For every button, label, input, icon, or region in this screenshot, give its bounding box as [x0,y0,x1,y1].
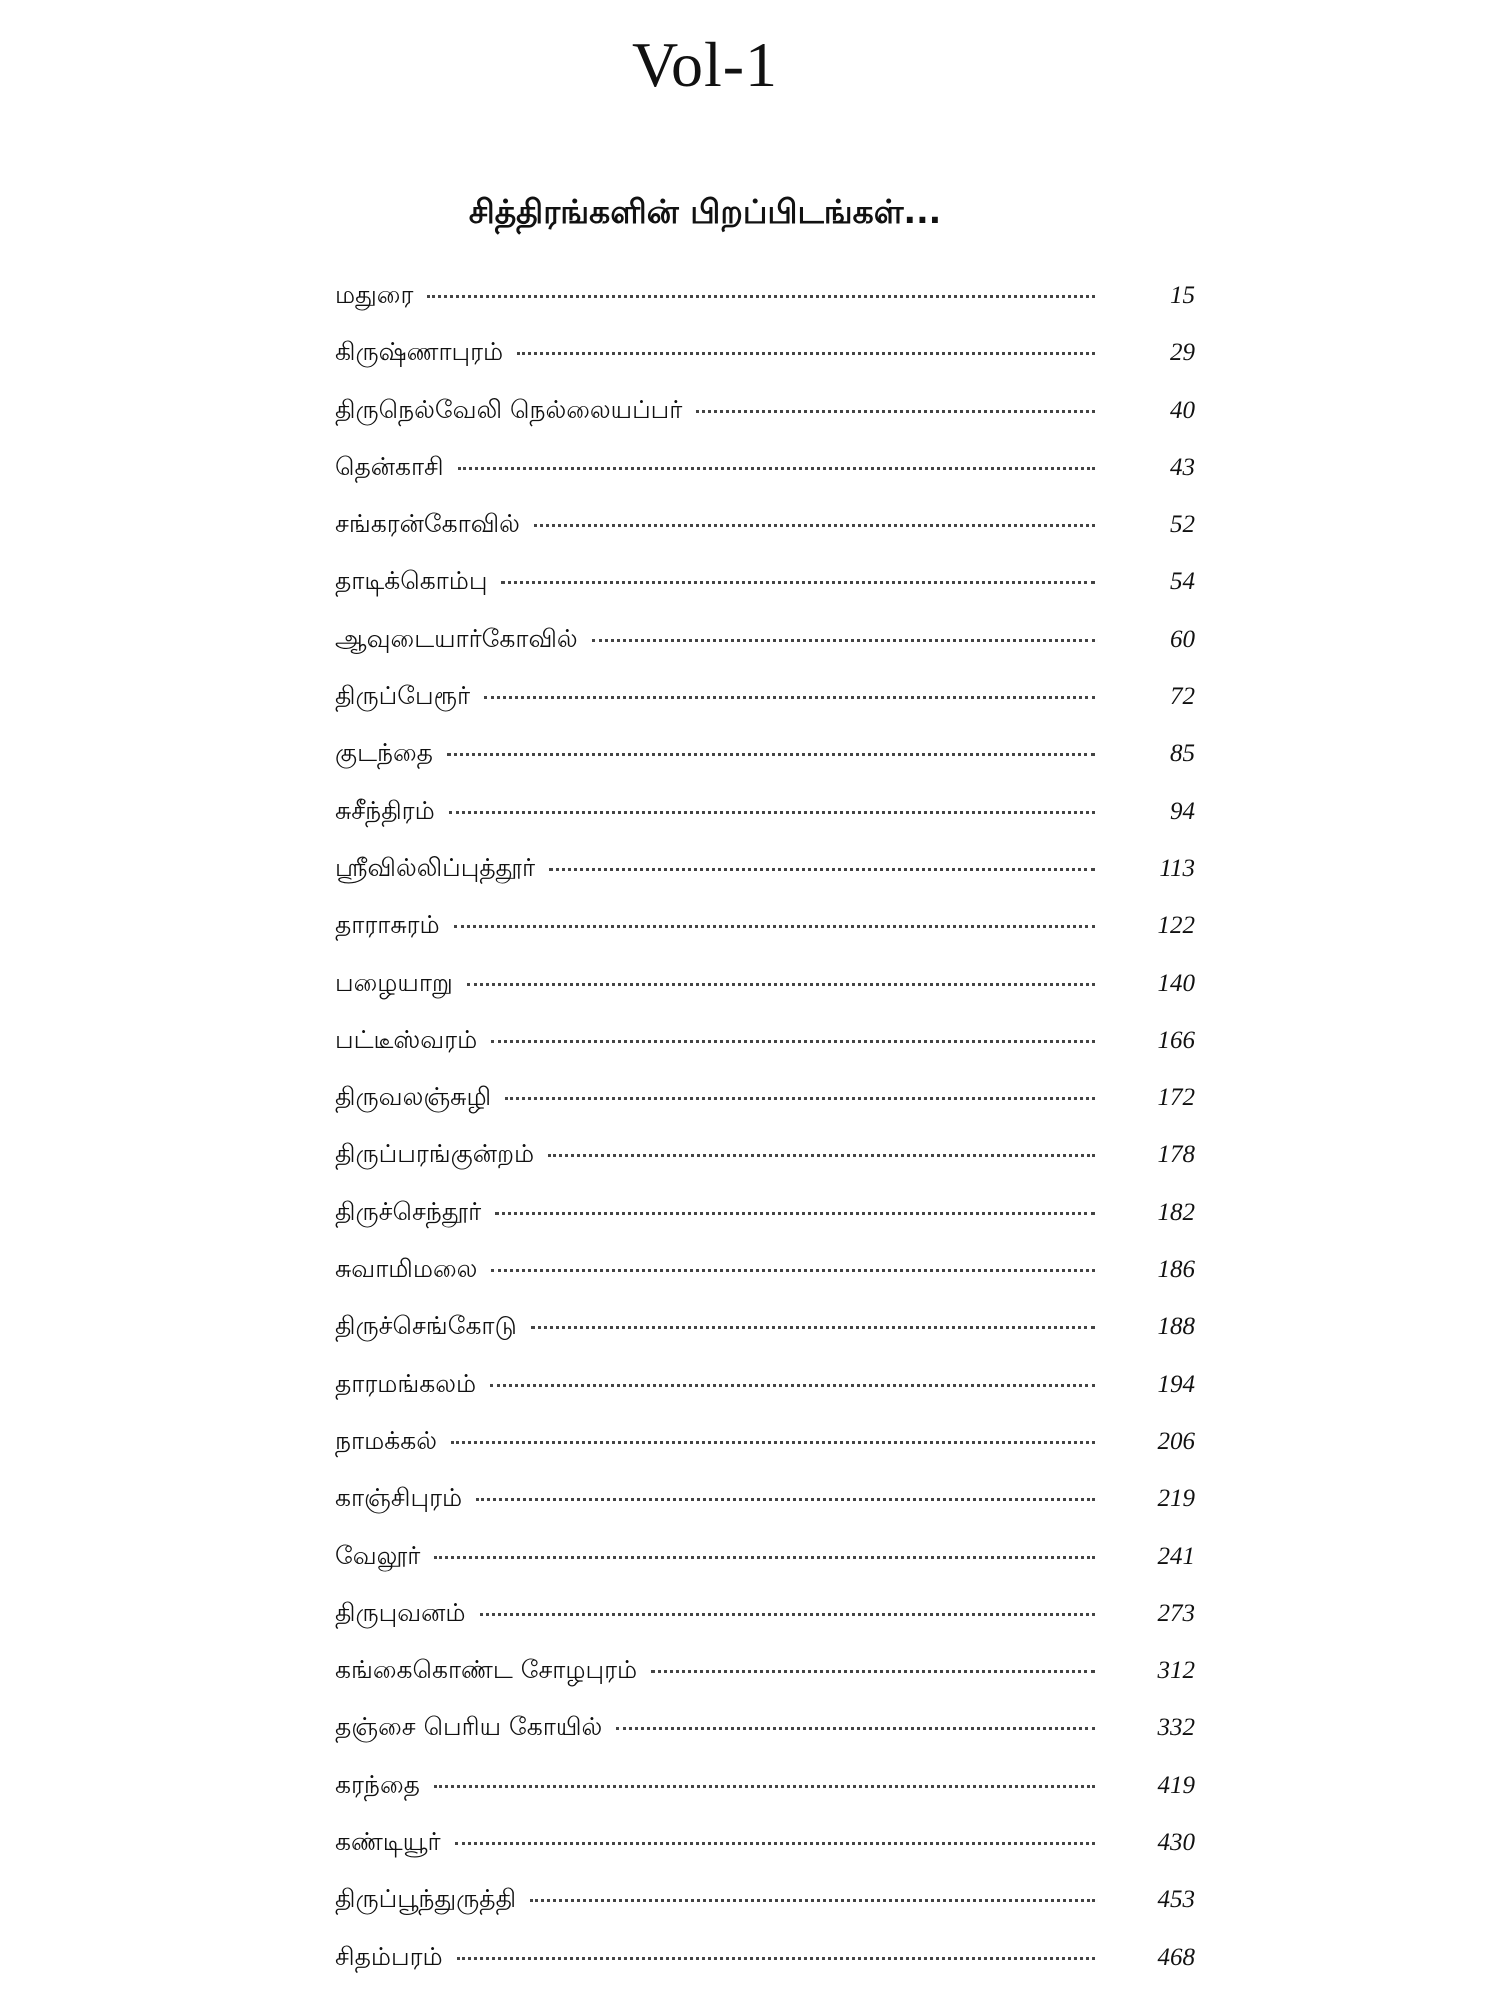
dot-leader [548,1154,1095,1157]
toc-entry [335,280,1195,337]
toc-entry [335,1655,1195,1712]
toc-entry [335,738,1195,795]
toc-entry [335,566,1195,623]
toc-entry [335,1712,1195,1769]
toc-entry [335,624,1195,681]
toc-entry [335,395,1195,452]
toc-entry [335,968,1195,1025]
toc-entry-page: 332 [1157,1714,1195,1742]
toc-entry-page: 186 [1157,1256,1195,1284]
volume-title: Vol-1 [631,29,779,100]
toc-entry-place: பழையாறு [335,967,453,997]
toc-entry-place: பட்டீஸ்வரம் [335,1024,478,1054]
dot-leader [495,1212,1095,1215]
dot-leader [505,1097,1095,1100]
toc-entry [335,796,1195,853]
toc-entry-place: குடந்தை [335,738,433,768]
toc-entry-place: திருப்பேரூர் [335,681,471,711]
toc-entry [335,337,1195,394]
toc-entry-page: 94 [1170,797,1195,825]
toc-entry [335,1770,1195,1827]
toc-entry-place: திருப்பரங்குன்றம் [335,1139,535,1169]
dot-leader [501,581,1095,584]
toc-entry-page: 72 [1170,683,1195,711]
toc-entry-place: சுசீந்திரம் [335,795,435,825]
dot-leader [451,1441,1095,1444]
toc-entry-page: 43 [1170,453,1195,481]
toc-entry-place: ஸ்ரீவில்லிப்புத்தூர் [335,852,536,882]
toc-entry [335,1541,1195,1598]
dot-leader [531,1326,1095,1329]
toc-entry-page: 140 [1157,969,1195,997]
toc-entry-place: தஞ்சை பெரிய கோயில் [335,1712,603,1742]
toc-entry-place: தாரமங்கலம் [335,1368,477,1398]
dot-leader [530,1899,1095,1902]
toc-entry [335,1197,1195,1254]
toc-entry-place: திருச்செந்தூர் [335,1196,482,1226]
toc-entry [335,1082,1195,1139]
toc-entry-page: 182 [1157,1198,1195,1226]
toc-entry [335,1139,1195,1196]
dot-leader [651,1670,1095,1673]
toc-entry-page: 15 [1170,282,1195,309]
toc-entry-page: 273 [1157,1599,1195,1627]
toc-entry [335,1311,1195,1368]
toc-entry [335,681,1195,738]
toc-entry-page: 206 [1157,1427,1195,1455]
dot-leader [696,410,1095,413]
toc-entry-page: 419 [1157,1771,1195,1799]
dot-leader [458,467,1095,470]
toc-entry-page: 113 [1159,854,1195,882]
toc-entry-page: 40 [1170,396,1195,424]
toc-entry-place: கண்டியூர் [335,1827,441,1857]
toc-entry-place: சங்கரன்கோவில் [335,509,520,539]
dot-leader [449,811,1095,814]
toc-entry-place: தாராசுரம் [335,910,440,940]
toc-entry-page: 60 [1170,625,1195,653]
toc-entry [335,452,1195,509]
toc-entry-place: தென்காசி [335,451,444,481]
dot-leader [549,868,1095,871]
toc-entry-page: 85 [1170,740,1195,768]
dot-leader [534,524,1095,527]
toc-entry [335,1942,1195,1999]
dot-leader [491,1040,1095,1043]
toc-entry-page: 312 [1157,1657,1195,1685]
toc-entry-place: சிதம்பரம் [335,1941,443,1971]
toc-entry-place: காஞ்சிபுரம் [335,1483,463,1513]
toc-entry-place: கங்கைகொண்ட சோழபுரம் [335,1655,638,1685]
toc-entry [335,1254,1195,1311]
toc-entry-page: 453 [1157,1886,1195,1914]
dot-leader [476,1498,1095,1501]
toc-entry [335,1598,1195,1655]
toc-entry-page: 178 [1157,1141,1195,1169]
toc-entry-page: 194 [1157,1370,1195,1398]
toc-entry-place: சுவாமிமலை [335,1254,478,1284]
toc-entry-place: வேலூர் [335,1540,421,1570]
toc-entry-page: 430 [1157,1829,1195,1857]
toc-entry [335,1483,1195,1540]
toc-entry-place: நாமக்கல் [335,1425,437,1455]
dot-leader [434,1556,1095,1559]
toc-entry [335,1426,1195,1483]
toc-entry [335,1025,1195,1082]
dot-leader [480,1613,1095,1616]
toc-entry-place: தாடிக்கொம்பு [335,566,488,596]
toc-entry [335,853,1195,910]
toc-entry-page: 172 [1157,1084,1195,1112]
dot-leader [490,1384,1095,1387]
toc-entry-page: 188 [1157,1313,1195,1341]
dot-leader [592,639,1095,642]
toc-entry-place: திருநெல்வேலி நெல்லையப்பர் [335,394,683,424]
dot-leader [434,1785,1095,1788]
toc-list [335,280,1195,1999]
toc-entry-page: 468 [1157,1943,1195,1971]
dot-leader [484,696,1095,699]
toc-entry-page: 54 [1170,568,1195,596]
dot-leader [447,753,1095,756]
toc-heading: சித்திரங்களின் பிறப்பிடங்கள்... [468,192,942,231]
toc-entry-place: மதுரை [335,280,414,309]
toc-entry-place: திருச்செங்கோடு [335,1311,517,1341]
dot-leader [454,925,1095,928]
dot-leader [517,352,1095,355]
toc-entry [335,509,1195,566]
dot-leader [467,983,1095,986]
toc-entry-page: 219 [1157,1485,1195,1513]
toc-entry [335,1369,1195,1426]
toc-entry [335,910,1195,967]
toc-entry-place: கரந்தை [335,1769,420,1799]
toc-entry-place: ஆவுடையார்கோவில் [335,623,578,653]
dot-leader [455,1842,1095,1845]
toc-entry-place: கிருஷ்ணாபுரம் [335,337,504,367]
toc-entry-page: 241 [1157,1542,1195,1570]
toc-entry-page: 52 [1170,511,1195,539]
toc-entry-place: திருபுவனம் [335,1597,466,1627]
dot-leader [616,1727,1095,1730]
toc-entry-page: 122 [1157,912,1195,940]
toc-entry-page: 29 [1170,339,1195,367]
toc-entry [335,1827,1195,1884]
dot-leader [457,1957,1095,1960]
toc-entry [335,1884,1195,1941]
dot-leader [491,1269,1095,1272]
toc-entry-page: 166 [1157,1026,1195,1054]
toc-entry-place: திருவலஞ்சுழி [335,1082,492,1112]
toc-entry-place: திருப்பூந்துருத்தி [335,1884,517,1914]
dot-leader [427,295,1095,298]
